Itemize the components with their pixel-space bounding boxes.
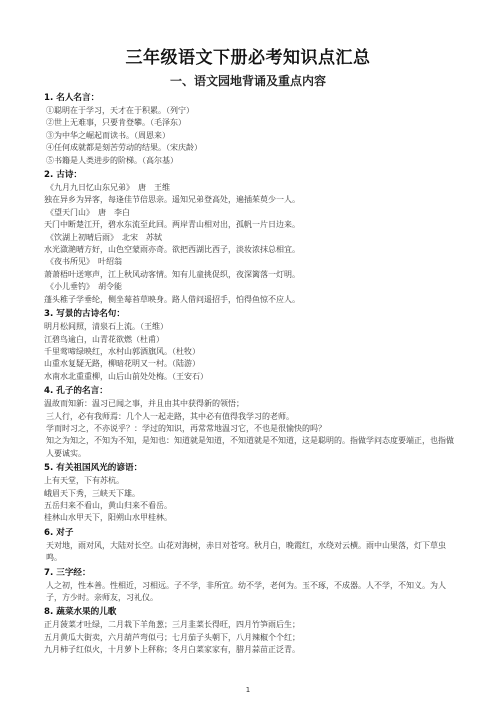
section-scenery-proverbs [44, 461, 456, 525]
text-line: 五岳归来不看山，黄山归来不看岳。 [44, 500, 172, 510]
poem-text: 独在异乡为异客，每逢佳节倍思亲。遥知兄弟登高处，遍插茱萸少一人。 [44, 195, 300, 205]
section-confucius-quotes [44, 384, 456, 460]
text-line: ⑤书籍是人类进步的阶梯。（高尔基） [46, 155, 178, 165]
section-couplets [44, 526, 456, 565]
text-line: ③为中华之崛起而读书。（周恩来） [46, 130, 170, 140]
section-subtitle: 一、语文园地背诵及重点内容 [169, 74, 326, 88]
text-line: ④任何成就都是刻苦劳动的结果。（宋庆龄） [46, 143, 202, 153]
poem-title: 《夜书所见》 叶绍翁 [46, 257, 122, 267]
text-line: 明月松间照，清泉石上流。（王维） [44, 322, 168, 332]
text-line: 水南水北重重柳，山后山前处处梅。（王安石） [44, 371, 208, 381]
text-line: 峨眉天下秀，三峡天下雄。 [44, 488, 140, 498]
text-line: ①聪明在于学习，天才在于积累。（列宁） [46, 106, 194, 115]
text-paragraph: 人之初，性本善。性相近，习相远。子不学，非所宜。幼不学，老何为。玉不琢，不成器。人不学，不知义。为人子，方少时。亲师友，习礼仪。 [46, 580, 446, 602]
page-number: 1 [245, 686, 251, 694]
poem-text: 天门中断楚江开，碧水东流至此回。两岸青山相对出，孤帆一片日边来。 [44, 220, 300, 230]
text-line: 正月菠菜才吐绿，二月栽下羊角葱；三月韭菜长得旺，四月竹笋雨后生； [44, 620, 300, 630]
section-heading: 1. 名人名言： [44, 93, 100, 103]
section-heading: 2. 古诗： [44, 170, 83, 181]
text-line: 江碧鸟逾白，山青花欲燃（杜甫） [44, 334, 164, 344]
section-heading: 4. 孔子的名言： [44, 386, 108, 397]
poem-text: 水光潋滟晴方好，山色空蒙雨亦奇。欲把西湖比西子，淡妆浓抹总相宜。 [44, 245, 300, 255]
poem-title: 《九月九日忆山东兄弟》 唐 王维 [46, 183, 170, 193]
document-title: 三年级语文下册必考知识点汇总 [125, 48, 371, 68]
poem-title: 《望天门山》 唐 李白 [46, 207, 130, 217]
section-three-character-classic [44, 566, 456, 605]
text-line: 山重水复疑无路，柳暗花明又一村。（陆游） [44, 359, 200, 369]
text-line: 九月柿子红似火，十月萝卜上秤称；冬月白菜家家有，腊月蒜苗正泛青。 [44, 645, 300, 655]
poem-text: 萧萧梧叶送寒声，江上秋风动客情。知有儿童挑促织，夜深篱落一灯明。 [44, 269, 300, 279]
text-line: 温故而知新：温习已闻之事，并且由其中获得新的领悟； [44, 399, 244, 409]
section-vegetable-fruit-rhyme [44, 605, 456, 656]
section-heading: 8. 蔬菜水果的儿歌 [44, 607, 117, 618]
text-paragraph: 天对地，雨对风，大陆对长空。山花对海树，赤日对苍穹。秋月白，晚霞红，水绕对云横。雨中山果落，灯下草虫鸣。 [46, 540, 446, 563]
text-line: 三人行，必有我师焉：几个人一起走路，其中必有值得我学习的老师。 [46, 411, 294, 421]
text-line: 学而时习之，不亦说乎？：学过的知识，再常常地温习它，不也是很愉快的吗？ [46, 423, 326, 433]
section-scenery-poem-lines [44, 307, 456, 383]
poem-text: 蓬头稚子学垂纶，侧坐莓苔草映身。路人借问遥招手，怕得鱼惊不应人。 [44, 294, 300, 304]
poem-title: 《小儿垂钓》 胡令能 [46, 282, 122, 292]
section-heading: 6. 对子 [44, 527, 74, 538]
section-ancient-poems [44, 168, 456, 306]
section-heading: 3. 写景的古诗名句： [44, 309, 125, 320]
section-famous-quotes [44, 91, 456, 167]
text-line: 上有天堂，下有苏杭。 [44, 476, 124, 486]
text-paragraph: 知之为知之，不知为不知，是知也：知道就是知道，不知道就是不知道，这是聪明的。指做学问态度要端正，也指做人要诚实。 [46, 436, 454, 458]
content-body [44, 90, 456, 657]
poem-title: 《饮湖上初晴后雨》 北宋 苏轼 [46, 232, 162, 242]
text-line: 千里莺啼绿映红，水村山郭酒旗风。（杜牧） [44, 346, 200, 356]
section-heading: 5. 有关祖国风光的谚语： [44, 463, 143, 474]
section-heading: 7. 三字经： [44, 567, 91, 578]
text-line: 桂林山水甲天下，阳朔山水甲桂林。 [44, 513, 172, 523]
text-line: ②世上无难事，只要肯登攀。（毛泽东） [46, 118, 186, 128]
text-line: 五月黄瓜大街卖，六月葫芦弯似弓；七月茄子头朝下，八月辣椒个个红； [44, 632, 300, 642]
